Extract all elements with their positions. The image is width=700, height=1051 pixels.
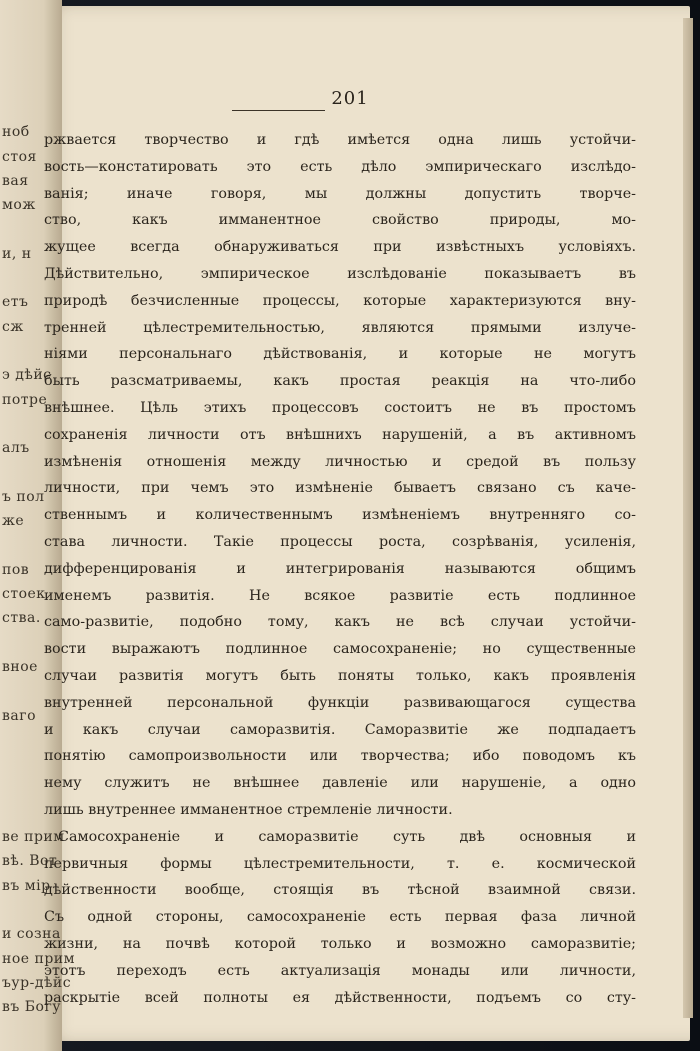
- text-line: жизни, на почвѣ которой только и возможно саморазвитіе;: [44, 935, 636, 952]
- text-line: и какъ случаи саморазвитія. Саморазвитіе же подпадаетъ: [44, 721, 636, 738]
- text-line: внутренней персональной функціи развивающагося существа: [44, 694, 636, 711]
- left-page-fragment: ъ пол: [2, 488, 45, 505]
- text-line: именемъ развитія. Не всякое развитіе есть подлинное: [44, 587, 636, 604]
- text-line: понятію самопроизвольности или творчества; ибо поводомъ къ: [44, 748, 636, 765]
- text-line: первичныя формы цѣлестремительности, т. е. космической: [44, 855, 636, 872]
- left-page-fragment: ве прим: [2, 829, 65, 845]
- text-line: Дѣйствительно, эмпирическое изслѣдованіе показываетъ въ: [44, 265, 636, 282]
- text-line: ство, какъ имманентное свойство природы, мо-: [44, 212, 636, 229]
- left-page-fragment: мож: [2, 197, 36, 214]
- text-line: природѣ безчисленные процессы, которые характеризуются вну-: [44, 292, 636, 309]
- text-line: измѣненія отношенія между личностью и средой въ пользу: [44, 453, 636, 470]
- text-line: дѣйственности вообще, стоящія въ тѣсной взаимной связи.: [44, 882, 636, 899]
- left-page-fragment: стоя: [2, 148, 37, 165]
- text-line: дифференцированія и интегрированія называются общимъ: [44, 560, 636, 577]
- text-line: ванія; иначе говоря, мы должны допустить творче-: [44, 185, 636, 202]
- text-line: внѣшнее. Цѣль этихъ процессовъ состоитъ не въ простомъ: [44, 399, 636, 416]
- left-page-fragment: ноб: [2, 124, 30, 141]
- left-page-fragment: етъ: [2, 294, 29, 311]
- page-number: 201: [331, 88, 369, 109]
- text-line: этотъ переходъ есть актуализація монады или личности,: [44, 962, 636, 979]
- text-line: раскрытіе всей полноты ея дѣйственности, подъемъ со сту-: [44, 989, 636, 1006]
- text-line: нему служитъ не внѣшнее давленіе или нарушеніе, а одно: [44, 775, 636, 792]
- left-page-fragment: и, н: [2, 245, 32, 262]
- left-page-fragment: алъ: [2, 440, 30, 457]
- text-line: вости выражаютъ подлинное самосохраненіе; но существенные: [44, 641, 636, 658]
- text-line: личности, при чемъ это измѣненіе бываетъ связано съ каче-: [44, 480, 636, 497]
- text-line: Самосохраненіе и саморазвитіе суть двѣ основныя и: [58, 828, 636, 845]
- left-page-fragment: вѣ. Вот: [2, 853, 58, 870]
- page-edge: [683, 18, 693, 1018]
- body-text: [44, 127, 636, 1011]
- left-page-fragment: ное прим: [2, 950, 76, 967]
- left-page-fragment: и созна: [2, 926, 61, 943]
- left-page-fragment: ъур-дѣйс: [2, 974, 72, 991]
- text-line: сохраненія личности отъ внѣшнихъ нарушеній, а въ активномъ: [44, 426, 636, 443]
- text-line: случаи развитія могутъ быть поняты только, какъ проявленія: [44, 667, 636, 684]
- left-page-fragment: потре: [2, 391, 48, 408]
- left-page-fragment: ваго: [2, 707, 36, 724]
- text-line: Съ одной стороны, самосохраненіе есть первая фаза личной: [44, 909, 636, 926]
- text-line: тренней цѣлестремительностью, являются прямыми излуче-: [44, 319, 636, 336]
- text-line: ственнымъ и количественнымъ измѣненіемъ внутренняго со-: [44, 507, 636, 524]
- text-line: ржвается творчество и гдѣ имѣется одна лишь устойчи-: [44, 132, 636, 148]
- text-line: ніями персональнаго дѣйствованія, и которые не могутъ: [44, 346, 636, 363]
- left-page-fragment: вая: [2, 172, 29, 189]
- left-page-fragment: пов: [2, 561, 30, 578]
- text-line: лишь внутреннее имманентное стремленіе личности.: [44, 801, 453, 818]
- left-page-fragment: въ мір: [2, 877, 51, 894]
- left-page-fragment: же: [2, 513, 25, 530]
- left-page-fragment: стоек: [2, 586, 46, 602]
- left-page-fragment: сж: [2, 318, 24, 335]
- text-line: жущее всегда обнаруживаться при извѣстныхъ условіяхъ.: [44, 239, 636, 256]
- text-line: быть разсматриваемы, какъ простая реакція на что-либо: [44, 373, 636, 390]
- left-page-fragment: вное: [2, 658, 38, 675]
- left-page-fragment: э дѣйс: [2, 367, 52, 384]
- left-page-fragment: въ Богу: [2, 999, 62, 1016]
- left-page-fragment: ства.: [2, 610, 41, 627]
- text-line: става личности. Такіе процессы роста, созрѣванія, усиленія,: [44, 533, 636, 550]
- text-line: вость—констатировать это есть дѣло эмпирическаго изслѣдо-: [44, 158, 636, 175]
- page-number-rule: [232, 110, 325, 111]
- text-line: само-развитіе, подобно тому, какъ не всѣ случаи устойчи-: [44, 614, 636, 631]
